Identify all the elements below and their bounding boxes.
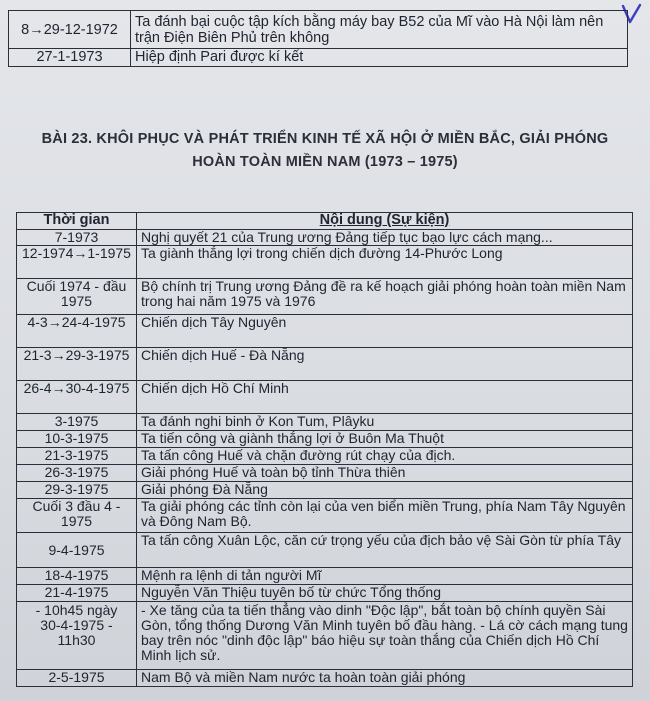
event-cell: Ta đánh nghi binh ở Kon Tum, Plâyku	[137, 414, 633, 431]
table-row	[17, 414, 633, 431]
event-cell: Chiến dịch Huế - Đà Nẵng	[137, 348, 633, 381]
event-cell: Ta đánh bại cuộc tập kích bằng máy bay B52 của Mĩ vào Hà Nội làm nên trận Điện Biên Phủ trên không	[131, 11, 628, 49]
table-row	[17, 465, 633, 482]
previous-events-table	[8, 10, 628, 67]
event-cell: Chiến dịch Tây Nguyên	[137, 315, 633, 348]
table-row	[17, 448, 633, 465]
table-row	[17, 482, 633, 499]
time-cell: 12-1974→1-1975	[17, 246, 137, 279]
time-cell: Cuối 1974 - đầu 1975	[17, 279, 137, 315]
time-cell: - 10h45 ngày 30-4-1975 - 11h30	[17, 602, 137, 670]
time-cell: 21-4-1975	[17, 585, 137, 602]
event-cell: Nam Bộ và miền Nam nước ta hoàn toàn giải phóng	[137, 670, 633, 687]
time-cell: 26-4→30-4-1975	[17, 381, 137, 414]
table-row	[17, 431, 633, 448]
time-cell: 4-3→24-4-1975	[17, 315, 137, 348]
table-header-row	[17, 213, 633, 230]
events-table	[16, 212, 633, 687]
time-cell: 9-4-1975	[17, 533, 137, 568]
event-cell: Ta tiến công và giành thắng lợi ở Buôn Ma Thuột	[137, 431, 633, 448]
header-time: Thời gian	[17, 213, 137, 230]
table-row	[17, 533, 633, 568]
time-cell: 10-3-1975	[17, 431, 137, 448]
table-row	[9, 49, 628, 67]
event-cell: Bộ chính trị Trung ương Đảng đề ra kế hoạch giải phóng hoàn toàn miền Nam trong hai năm 1975 và 1976	[137, 279, 633, 315]
table-row	[17, 568, 633, 585]
event-cell: Mệnh ra lệnh di tản người Mĩ	[137, 568, 633, 585]
table-row	[17, 315, 633, 348]
table-row	[9, 11, 628, 49]
event-cell: Giải phóng Huế và toàn bộ tỉnh Thừa thiên	[137, 465, 633, 482]
event-cell: Chiến dịch Hồ Chí Minh	[137, 381, 633, 414]
table-row	[17, 499, 633, 533]
time-cell: 8→29-12-1972	[9, 11, 131, 49]
table-row	[17, 585, 633, 602]
event-cell: Nghị quyết 21 của Trung ương Đảng tiếp tục bạo lực cách mạng...	[137, 230, 633, 246]
time-cell: 18-4-1975	[17, 568, 137, 585]
event-cell: - Xe tăng của ta tiến thẳng vào dinh "Độc lập", bắt toàn bộ chính quyền Sài Gòn, tổng thống Dương Văn Minh tuyên bố đầu hàng. - Lá cờ cách mạng tung bay trên nóc "dinh độc lập" báo hiệu sự toàn thắng của Chiến dịch Hồ Chí Minh lịch sử.	[137, 602, 633, 670]
time-cell: 3-1975	[17, 414, 137, 431]
table-row	[17, 381, 633, 414]
time-cell: 21-3→29-3-1975	[17, 348, 137, 381]
time-cell: 26-3-1975	[17, 465, 137, 482]
event-cell: Ta giải phóng các tỉnh còn lại của ven biển miền Trung, phía Nam Tây Nguyên và Đông Nam Bộ.	[137, 499, 633, 533]
event-cell: Ta tấn công Xuân Lộc, căn cứ trọng yếu của địch bảo vệ Sài Gòn từ phía Tây	[137, 533, 633, 568]
time-cell: 7-1973	[17, 230, 137, 246]
time-cell: 27-1-1973	[9, 49, 131, 67]
time-cell: 21-3-1975	[17, 448, 137, 465]
time-cell: Cuối 3 đầu 4 - 1975	[17, 499, 137, 533]
lesson-subtitle: HOÀN TOÀN MIỀN NAM (1973 – 1975)	[192, 154, 458, 170]
header-content: Nội dung (Sự kiện)	[137, 213, 633, 230]
event-cell: Giải phóng Đà Nẵng	[137, 482, 633, 499]
table-row	[17, 670, 633, 687]
table-row	[17, 602, 633, 670]
table-row	[17, 279, 633, 315]
time-cell: 29-3-1975	[17, 482, 137, 499]
event-cell: Hiệp định Pari được kí kết	[131, 49, 628, 67]
table-row	[17, 348, 633, 381]
event-cell: Nguyễn Văn Thiệu tuyên bố từ chức Tổng thống	[137, 585, 633, 602]
event-cell: Ta giành thắng lợi trong chiến dịch đường 14-Phước Long	[137, 246, 633, 279]
table-row	[17, 246, 633, 279]
lesson-title: BÀI 23. KHÔI PHỤC VÀ PHÁT TRIỂN KINH TẾ XÃ HỘI Ở MIỀN BẮC, GIẢI PHÓNG	[41, 131, 609, 147]
event-cell: Ta tấn công Huế và chặn đường rút chạy của địch.	[137, 448, 633, 465]
table-row	[17, 230, 633, 246]
time-cell: 2-5-1975	[17, 670, 137, 687]
